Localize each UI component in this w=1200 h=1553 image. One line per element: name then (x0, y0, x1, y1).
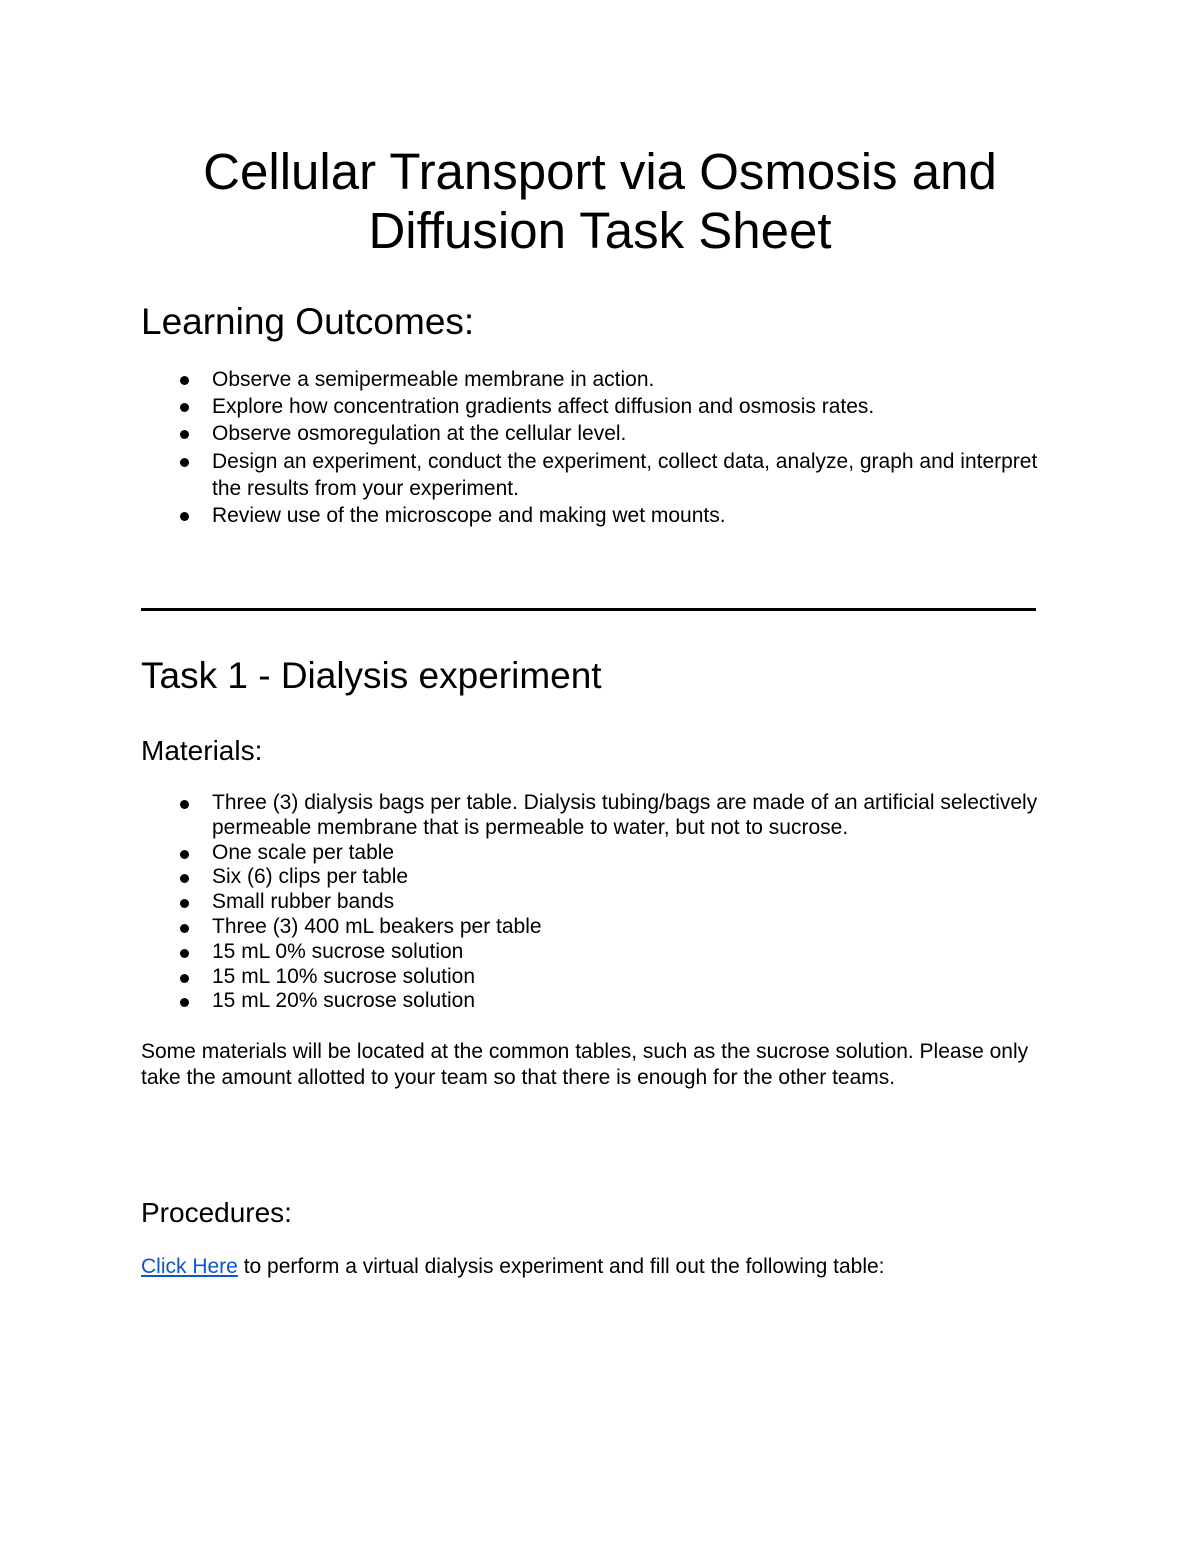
list-item (141, 890, 1071, 915)
list-item (141, 366, 1071, 393)
procedures-text: to perform a virtual dialysis experiment and fill out the following table: (237, 1255, 885, 1278)
procedures-heading: Procedures: (141, 1197, 292, 1228)
list-item-text: 15 mL 10% sucrose solution (212, 964, 476, 988)
list-item (141, 965, 1071, 990)
click-here-link[interactable]: Click Here (141, 1255, 238, 1278)
list-item (141, 791, 1071, 841)
bullet-icon (180, 949, 189, 958)
list-item (141, 502, 1071, 529)
list-item (141, 865, 1071, 890)
materials-heading: Materials: (141, 735, 263, 766)
list-item-text: Small rubber bands (212, 890, 395, 914)
list-item (141, 915, 1071, 940)
list-item (141, 841, 1071, 866)
bullet-icon (180, 800, 189, 809)
bullet-icon (180, 874, 189, 883)
page-title: Cellular Transport via Osmosis and Diffusion Task Sheet (203, 143, 997, 259)
bullet-icon (180, 376, 189, 385)
list-item (141, 393, 1071, 420)
bullet-icon (180, 899, 189, 908)
list-item (141, 989, 1071, 1014)
list-item-text: 15 mL 0% sucrose solution (212, 939, 464, 963)
list-item-text: Three (3) 400 mL beakers per table (212, 914, 542, 938)
bullet-icon (180, 458, 189, 467)
bullet-icon (180, 974, 189, 983)
list-item (141, 448, 1071, 502)
bullet-icon (180, 512, 189, 521)
procedures-paragraph (141, 1254, 1066, 1280)
materials-note: Some materials will be located at the common tables, such as the sucrose solution. Please only take the amount allotted to your team so that there is enough for the other teams. (141, 1040, 1029, 1089)
list-item-text: Observe osmoregulation at the cellular level. (212, 422, 627, 446)
bullet-icon (180, 850, 189, 859)
list-item-text: Observe a semipermeable membrane in action. (212, 368, 655, 391)
list-item-text: Review use of the microscope and making wet mounts. (212, 504, 726, 528)
horizontal-divider (141, 608, 1036, 611)
bullet-icon (180, 403, 189, 412)
list-item-text: Design an experiment, conduct the experiment, collect data, analyze, graph and interpret the results from your experiment. (212, 449, 1038, 500)
learning-outcomes-heading: Learning Outcomes: (141, 301, 475, 342)
learning-outcomes-list (141, 366, 1071, 529)
task1-heading: Task 1 - Dialysis experiment (141, 655, 602, 696)
list-item-text: Six (6) clips per table (212, 865, 409, 889)
bullet-icon (180, 430, 189, 439)
list-item (141, 420, 1071, 447)
list-item (141, 940, 1071, 965)
list-item-text: 15 mL 20% sucrose solution (212, 989, 476, 1013)
list-item-text: Explore how concentration gradients affect diffusion and osmosis rates. (212, 395, 875, 419)
bullet-icon (180, 924, 189, 933)
materials-list (141, 791, 1071, 1014)
list-item-text: One scale per table (212, 840, 395, 864)
bullet-icon (180, 998, 189, 1007)
list-item-text: Three (3) dialysis bags per table. Dialysis tubing/bags are made of an artificial selectively permeable membrane that is permeable to water, but not to sucrose. (212, 791, 1038, 839)
